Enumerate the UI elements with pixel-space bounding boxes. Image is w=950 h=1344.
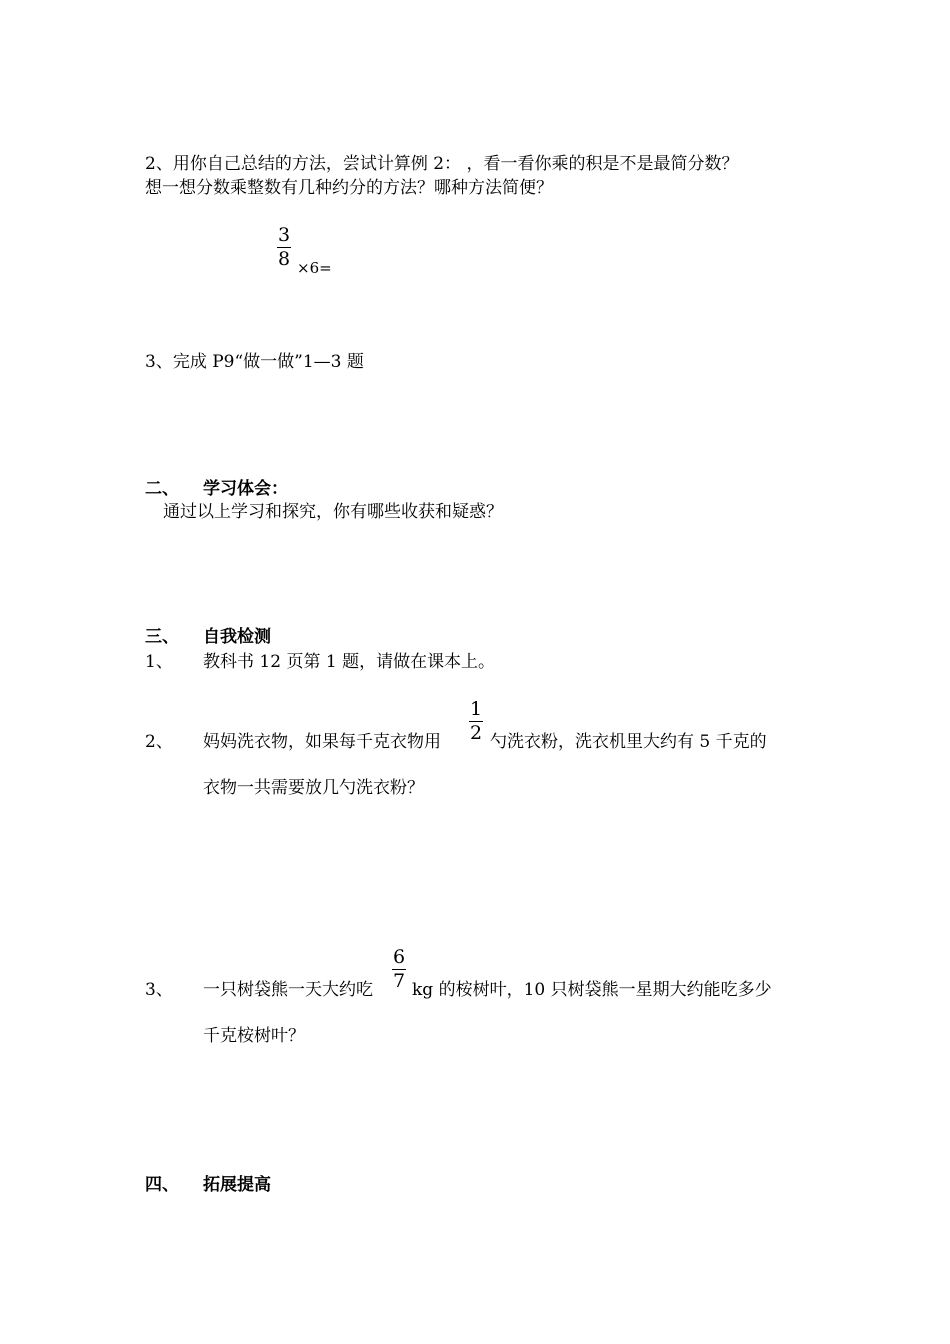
- question-2-text-before: 妈妈洗衣物，如果每千克衣物用: [203, 732, 441, 752]
- question-1-text: 教科书 12 页第 1 题，请做在课本上。: [203, 652, 496, 672]
- fraction-numerator: 6: [393, 946, 406, 968]
- fraction-three-eighths: [277, 225, 291, 269]
- section-2-number: 二、: [145, 479, 179, 499]
- fraction-denominator: 8: [278, 248, 291, 270]
- fraction-denominator: 2: [470, 722, 483, 744]
- fraction-numerator: 3: [278, 224, 291, 246]
- question-3-text-after: kg 的桉树叶，10 只树袋熊一星期大约能吃多少: [412, 980, 772, 1000]
- question-2-text-after: 勺洗衣粉，洗衣机里大约有 5 千克的: [490, 732, 767, 752]
- item-3: 3、完成 P9“做一做”1—3 题: [145, 352, 364, 372]
- question-2-line-2: 衣物一共需要放几勺洗衣粉？: [203, 778, 424, 798]
- expression-multiply-six: ×6=: [297, 259, 332, 277]
- section-3-number: 三、: [145, 627, 179, 647]
- section-2-title: 学习体会：: [203, 479, 288, 499]
- item-2-line-2: 想一想分数乘整数有几种约分的方法？哪种方法简便？: [145, 178, 553, 198]
- fraction-numerator: 1: [470, 698, 483, 720]
- section-3-title: 自我检测: [203, 627, 271, 647]
- fraction-six-sevenths: [392, 947, 406, 991]
- section-2-text: 通过以上学习和探究，你有哪些收获和疑惑？: [163, 502, 503, 522]
- item-2-line-1: 2、用你自己总结的方法，尝试计算例 2： ，看一看你乘的积是不是最简分数？: [145, 154, 739, 174]
- question-3-number: 3、: [145, 980, 173, 1000]
- question-3-line-2: 千克桉树叶？: [203, 1026, 305, 1046]
- section-4-number: 四、: [145, 1175, 179, 1195]
- fraction-denominator: 7: [393, 970, 406, 992]
- question-3-text-before: 一只树袋熊一天大约吃: [203, 980, 373, 1000]
- fraction-one-half: [469, 699, 483, 743]
- question-2-number: 2、: [145, 732, 173, 752]
- question-1-number: 1、: [145, 652, 173, 672]
- section-4-title: 拓展提高: [203, 1175, 271, 1195]
